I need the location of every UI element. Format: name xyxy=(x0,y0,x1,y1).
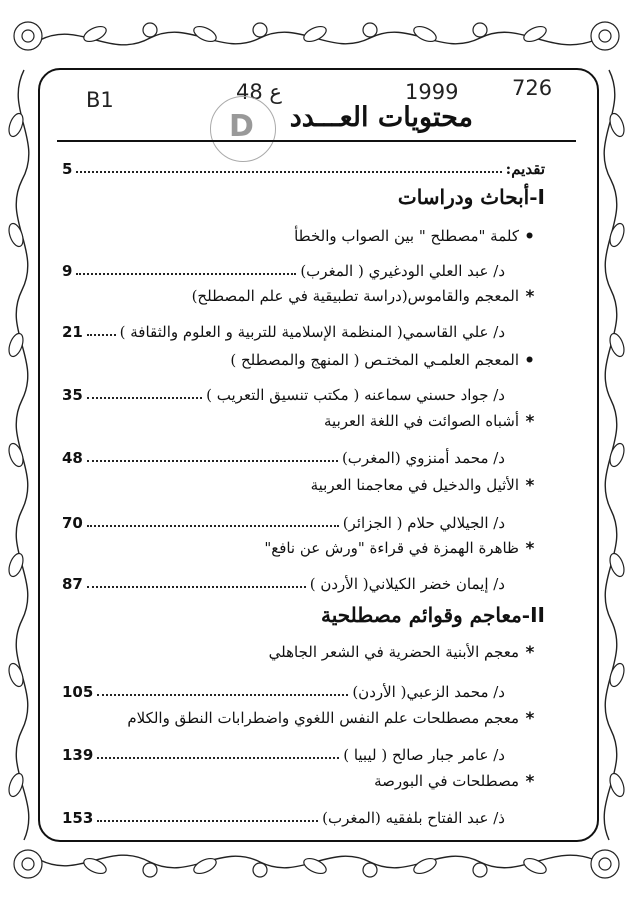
dot-leader xyxy=(76,171,501,173)
article-author-row: د/ عامر جبار صالح ( ليبيا ) 139 xyxy=(62,746,505,764)
intro-label: تقديم: xyxy=(505,160,545,178)
page-title: محتويات العـــدد xyxy=(289,102,473,133)
article-title: * مصطلحات في البورصة xyxy=(374,772,535,792)
article-title: * المعجم والقاموس(دراسة تطبيقية في علم المصطلح) xyxy=(191,287,535,307)
stamp-letter: D xyxy=(229,109,254,144)
intro-page: 5 xyxy=(62,160,73,178)
article-author-row: د/ إيمان خضر الكيلاني( الأردن ) 87 xyxy=(62,575,505,593)
article-title: * معجم الأبنية الحضرية في الشعر الجاهلي xyxy=(268,643,535,663)
handwritten-note-year: 1999 xyxy=(405,80,459,104)
article-author-row: ذ/ عبد الفتاح بلفقيه (المغرب) 153 xyxy=(62,809,505,827)
library-stamp xyxy=(210,96,276,162)
article-title: • المعجم العلمـي المختـص ( المنهج والمصطلح ) xyxy=(230,351,535,371)
article-author-row: د/ محمد الزعبي( الأردن) 105 xyxy=(62,683,505,701)
article-author-row: د/ علي القاسمي( المنظمة الإسلامية للتربية و العلوم والثقافة ) 21 xyxy=(62,323,505,341)
handwritten-note-number: 726 xyxy=(512,76,553,100)
article-author-row: د/ الجيلالي حلام ( الجزائر) 70 xyxy=(62,514,505,532)
article-title: * ظاهرة الهمزة في قراءة "ورش عن نافع" xyxy=(264,539,535,559)
section-heading: II-معاجم وقوائم مصطلحية xyxy=(321,603,545,627)
article-title: • كلمة "مصطلح " بين الصواب والخطأ xyxy=(294,227,535,247)
article-title: * الأثيل والدخيل في معاجمنا العربية xyxy=(310,476,535,496)
handwritten-note-b1: B1 xyxy=(86,88,114,112)
handwritten-note-issue: ع 48 xyxy=(236,80,282,104)
article-title: * معجم مصطلحات علم النفس اللغوي واضطرابات النطق والكلام xyxy=(127,709,535,729)
article-author-row: د/ عبد العلي الودغيري ( المغرب) 9 xyxy=(62,262,505,280)
title-rule xyxy=(57,140,576,142)
article-author-row: د/ محمد أمنزوي (المغرب) 48 xyxy=(62,449,505,467)
article-author-row: د/ جواد حسني سماعنه ( مكتب تنسيق التعريب ) 35 xyxy=(62,386,505,404)
section-heading: I-أبحاث ودراسات xyxy=(397,185,545,209)
toc-intro-row xyxy=(62,154,545,178)
article-title: * أشباه الصوائت في اللغة العربية xyxy=(324,412,535,432)
